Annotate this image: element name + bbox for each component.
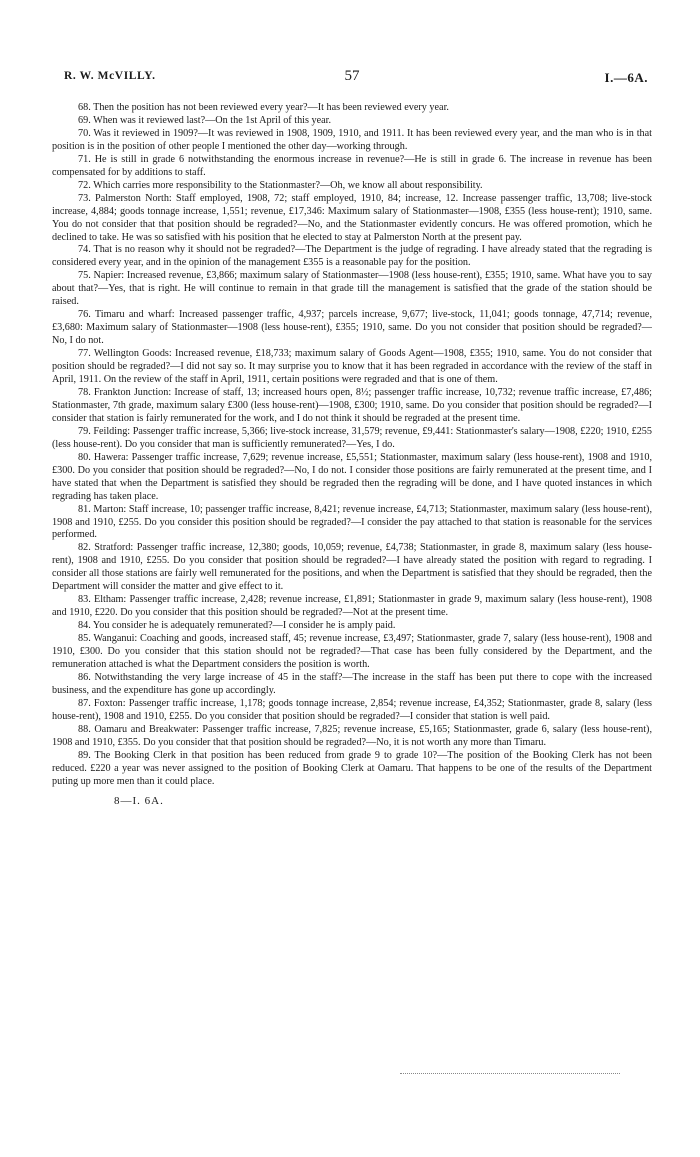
paragraph: 72. Which carries more responsibility to the Stationmaster?—Oh, we know all about responsibility.	[78, 179, 483, 191]
paragraph: 87. Foxton: Passenger traffic increase, 1,178; goods tonnage increase, 2,854; revenue increase, £4,352; Stationmaster, grade 8, salary (less house-rent), 1908 and 1910, £255. Do you consider that position should be regraded?—I consider that station is well paid.	[52, 697, 652, 722]
paragraph: 79. Feilding: Passenger traffic increase, 5,366; live-stock increase, 31,579; revenue, £9,441: Stationmaster's salary—1908, £220; 1910, £255 (less house-rent). Do you consider that man is sufficiently remunerated?—Yes, I do.	[52, 425, 652, 450]
paragraph: 70. Was it reviewed in 1909?—It was reviewed in 1908, 1909, 1910, and 1911. It has been reviewed every year, and the man who is in that position is in the position of other people I mentioned the other day—working through.	[52, 127, 652, 152]
page-header	[52, 70, 652, 90]
testimony-body	[52, 102, 652, 789]
paragraph: 80. Hawera: Passenger traffic increase, 7,629; revenue increase, £5,551; Stationmaster, maximum salary (less house-rent), 1908 and 1910, £300. Do you consider that position should be regraded?—No, I do not. I consider those positions are fairly remunerated at the present time, and I have stated that when the Department is satisfied they should be regraded then the regrading will be done, and I have quoted instances in which regrading has taken place.	[52, 451, 652, 502]
signature-mark: 8—I. 6A.	[114, 794, 164, 807]
paragraph: 68. Then the position has not been reviewed every year?—It has been reviewed every year.	[78, 102, 449, 113]
paragraph: 81. Marton: Staff increase, 10; passenger traffic increase, 8,421; revenue increase, £4,713; Stationmaster, maximum salary (less house-rent), 1908 and 1910, £255. Do you consider this position should be regraded?—I consider the pay attached to that station is reasonable for the services performed.	[52, 503, 652, 541]
paragraph: 85. Wanganui: Coaching and goods, increased staff, 45; revenue increase, £3,497; Stationmaster, grade 7, salary (less house-rent), 1908 and 1910, £300. Do you consider that this station should not be regraded?—That case has been fully considered by the Department, and the remuneration attached is what the Department considers the position is worth.	[52, 633, 652, 670]
document-reference: I.—6A.	[604, 70, 648, 85]
paragraph: 82. Stratford: Passenger traffic increase, 12,380; goods, 10,059; revenue, £4,738; Stationmaster, in grade 8, maximum salary (less house-rent), 1908 and 1910, £255. Do you consider that position should be regraded?—I have already stated the position with regard to regrading. I consider all those stations are fairly well remunerated for the positions, and when the Department is satisfied that they should be regraded, then the Department will consider the matter and give effect to it.	[52, 542, 652, 593]
paragraph: 78. Frankton Junction: Increase of staff, 13; increased hours open, 8½; passenger traffic increase, 10,732; revenue traffic increase, £7,486; Stationmaster, 7th grade, maximum salary £300 (less house-rent)—1908, £300; 1910, same. Do you consider that position should be regraded?—I consider that station is fairly remunerated for the work, and I do not think it should be regraded at the present time.	[52, 386, 652, 424]
paragraph: 73. Palmerston North: Staff employed, 1908, 72; staff employed, 1910, 84; increase, 12. Increase passenger traffic, 13,708; live-stock increase, 4,884; goods tonnage increase, 1,551; revenue, £17,346: Maximum salary of Stationmaster—1908, £355 (less house-rent); 1910, same. You do not consider that that position should be regraded?—No, and the Stationmaster evidently concurs. He was offered promotion, which he declined to take. He was so satisfied with his position that he elected to stay at Palmerston North at the present pay.	[52, 192, 652, 243]
paragraph: 69. When was it reviewed last?—On the 1st April of this year.	[78, 114, 332, 126]
paragraph: 76. Timaru and wharf: Increased passenger traffic, 4,937; parcels increase, 9,677; live-stock, 11,041; goods tonnage, 47,714; revenue, £3,680: Maximum salary of Stationmaster—1908 (less house-rent), £355; 1910, same. Do you not consider that position should be regraded?—No, I do not.	[52, 309, 652, 347]
paragraph: 74. That is no reason why it should not be regraded?—The Department is the judge of regrading. I have already stated that the regrading is considered every year, and in the opinion of the management £355 is a reasonable pay for the position.	[52, 244, 652, 269]
paragraph: 88. Oamaru and Breakwater: Passenger traffic increase, 7,825; revenue increase, £5,165; Stationmaster, grade 6, salary (less house-rent), 1908 and 1910, £355. Do you consider that that position should be regraded?—No, it is not worth any more than Timaru.	[52, 723, 652, 748]
paragraph: 84. You consider he is adequately remunerated?—I consider he is amply paid.	[78, 620, 396, 632]
paragraph: 83. Eltham: Passenger traffic increase, 2,428; revenue increase, £1,891; Stationmaster in grade 9, maximum salary (less house-rent), 1908 and 1910, £220. Do you consider that this position should be regraded?—Not at the present time.	[52, 594, 652, 619]
page-number: 57	[344, 68, 360, 84]
divider	[400, 1073, 620, 1074]
paragraph: 86. Notwithstanding the very large increase of 45 in the staff?—The increase in the staff has been put there to cope with the increased business, and the expenditure has gone up accordingly.	[52, 671, 652, 696]
paragraph: 89. The Booking Clerk in that position has been reduced from grade 9 to grade 10?—The position of the Booking Clerk has not been reduced. £220 a year was never assigned to the position of Booking Clerk at Oamaru. That happens to be one of the results of the Department puting up more men than it could place.	[52, 749, 652, 787]
witness-name: R. W. McVILLY.	[64, 70, 156, 82]
paragraph: 77. Wellington Goods: Increased revenue, £18,733; maximum salary of Goods Agent—1908, £355; 1910, same. You do not consider that position should be regraded?—I did not say so. It may surprise you to know that it has been regraded in accordance with the review of the staff in April, 1911. On the review of the staff in April, 1911, certain positions were regraded and that is one of them.	[52, 348, 652, 386]
paragraph: 75. Napier: Increased revenue, £3,866; maximum salary of Stationmaster—1908 (less house-rent), £355; 1910, same. What have you to say about that?—Yes, that is right. He will continue to remain in that grade till the management is satisfied that the grade of the station should be raised.	[52, 270, 652, 308]
paragraph: 71. He is still in grade 6 notwithstanding the enormous increase in revenue?—He is still in grade 6. The increase in revenue has been compensated for by additions to staff.	[52, 153, 652, 178]
